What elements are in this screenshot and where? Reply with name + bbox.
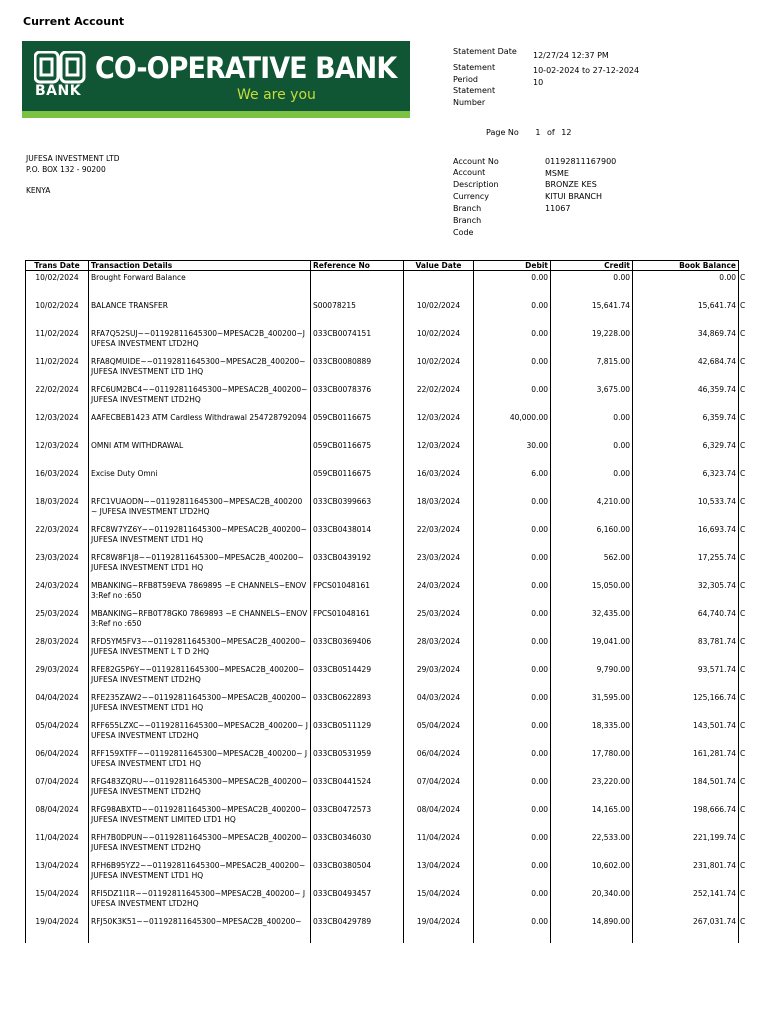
cell-reference-no: FPCS01048161 [311, 607, 404, 635]
cell-trans-date: 23/03/2024 [26, 551, 89, 579]
cell-credit: 20,340.00 [551, 887, 633, 915]
cell-debit: 0.00 [474, 747, 551, 775]
col-value-date: Value Date [404, 261, 474, 271]
cell-debit: 0.00 [474, 271, 551, 300]
col-book-balance: Book Balance [633, 261, 739, 271]
cell-trans-date: 15/04/2024 [26, 887, 89, 915]
branch-code-value: 11067 [545, 204, 571, 213]
table-row [26, 495, 739, 523]
cell-trans-date: 25/03/2024 [26, 607, 89, 635]
cell-trans-date: 18/03/2024 [26, 495, 89, 523]
cell-transaction-details: RFG98ABXTD~~01192811645300~MPESAC2B_400200~ JUFESA INVESTMENT LIMITED LTD1 HQ [89, 803, 311, 831]
cell-transaction-details: AAFECBEB1423 ATM Cardless Withdrawal 254728792094 [89, 411, 311, 439]
balance-marker: C [740, 861, 746, 870]
cell-credit: 14,890.00 [551, 915, 633, 943]
cell-value-date: 04/03/2024 [404, 691, 474, 719]
table-header-row [26, 261, 739, 271]
cell-credit: 10,602.00 [551, 859, 633, 887]
cell-value-date: 08/04/2024 [404, 803, 474, 831]
branch-value: KITUI BRANCH [545, 192, 603, 201]
cell-reference-no: S00078215 [311, 299, 404, 327]
cell-value-date: 12/03/2024 [404, 439, 474, 467]
cell-transaction-details: MBANKING~RFB0T78GK0 7869893 ~E CHANNELS~ENOV3:Ref no :650 [89, 607, 311, 635]
cell-transaction-details: RFH6B95YZ2~~01192811645300~MPESAC2B_400200~ JUFESA INVESTMENT LTD1 HQ [89, 859, 311, 887]
cell-trans-date: 22/02/2024 [26, 383, 89, 411]
cell-reference-no: 033CB0346030 [311, 831, 404, 859]
cell-value-date: 16/03/2024 [404, 467, 474, 495]
cell-book-balance: 15,641.74 [633, 299, 739, 327]
cell-value-date: 05/04/2024 [404, 719, 474, 747]
cell-value-date: 25/03/2024 [404, 607, 474, 635]
cell-trans-date: 10/02/2024 [26, 271, 89, 300]
cell-reference-no: 033CB0439192 [311, 551, 404, 579]
table-row [26, 775, 739, 803]
page-current: 1 [535, 128, 541, 137]
statement-info [453, 46, 753, 108]
cell-debit: 0.00 [474, 579, 551, 607]
cell-credit: 6,160.00 [551, 523, 633, 551]
cell-value-date: 11/04/2024 [404, 831, 474, 859]
cell-value-date: 19/04/2024 [404, 915, 474, 943]
cell-reference-no: 059CB0116675 [311, 439, 404, 467]
table-row [26, 887, 739, 915]
cell-transaction-details: Brought Forward Balance [89, 271, 311, 300]
cell-book-balance: 143,501.74 [633, 719, 739, 747]
cell-trans-date: 19/04/2024 [26, 915, 89, 943]
branch-label: Branch [453, 204, 482, 213]
cell-trans-date: 11/02/2024 [26, 355, 89, 383]
cell-value-date: 28/03/2024 [404, 635, 474, 663]
cell-trans-date: 24/03/2024 [26, 579, 89, 607]
cell-book-balance: 10,533.74 [633, 495, 739, 523]
cell-transaction-details: MBANKING~RFB8T59EVA 7869895 ~E CHANNELS~ENOV3:Ref no :650 [89, 579, 311, 607]
cell-credit: 18,335.00 [551, 719, 633, 747]
cell-trans-date: 13/04/2024 [26, 859, 89, 887]
cell-transaction-details: RFD5YM5FV3~~01192811645300~MPESAC2B_400200~ JUFESA INVESTMENT L T D 2HQ [89, 635, 311, 663]
table-row [26, 607, 739, 635]
page-total: 12 [561, 128, 572, 137]
cell-credit: 22,533.00 [551, 831, 633, 859]
cell-trans-date: 11/02/2024 [26, 327, 89, 355]
cell-trans-date: 11/04/2024 [26, 831, 89, 859]
logo-bank-word: BANK [35, 83, 82, 99]
cell-credit: 17,780.00 [551, 747, 633, 775]
cell-reference-no: 033CB0074151 [311, 327, 404, 355]
cell-transaction-details: RFG483ZQRU~~01192811645300~MPESAC2B_400200~ JUFESA INVESTMENT LTD2HQ [89, 775, 311, 803]
cell-value-date: 15/04/2024 [404, 887, 474, 915]
balance-marker: C [740, 917, 746, 926]
col-trans-date: Trans Date [26, 261, 89, 271]
cell-debit: 0.00 [474, 607, 551, 635]
balance-marker: C [740, 413, 746, 422]
cell-book-balance: 64,740.74 [633, 607, 739, 635]
cell-transaction-details: RFA8QMUIDE~~01192811645300~MPESAC2B_400200~ JUFESA INVESTMENT LTD 1HQ [89, 355, 311, 383]
cell-trans-date: 16/03/2024 [26, 467, 89, 495]
cell-credit: 0.00 [551, 467, 633, 495]
cell-book-balance: 46,359.74 [633, 383, 739, 411]
statement-period-label: Statement Period [453, 63, 496, 84]
cell-reference-no: 033CB0380504 [311, 859, 404, 887]
table-row [26, 411, 739, 439]
cell-value-date: 10/02/2024 [404, 355, 474, 383]
cell-value-date: 10/02/2024 [404, 327, 474, 355]
balance-marker: C [740, 441, 746, 450]
cell-debit: 0.00 [474, 803, 551, 831]
balance-marker: C [740, 721, 746, 730]
cell-book-balance: 17,255.74 [633, 551, 739, 579]
cell-debit: 0.00 [474, 663, 551, 691]
cell-credit: 15,050.00 [551, 579, 633, 607]
table-row [26, 579, 739, 607]
account-desc-label: Account Description [453, 168, 499, 189]
statement-date-value: 12/27/24 12:37 PM [533, 51, 609, 60]
logo-bank-name: CO-OPERATIVE BANK [95, 51, 397, 85]
currency-label: Currency [453, 192, 490, 201]
table-row [26, 523, 739, 551]
col-transaction-details: Transaction Details [89, 261, 311, 271]
cell-debit: 0.00 [474, 551, 551, 579]
cell-debit: 0.00 [474, 831, 551, 859]
table-row [26, 831, 739, 859]
cell-trans-date: 12/03/2024 [26, 411, 89, 439]
balance-marker: C [740, 385, 746, 394]
balance-marker: C [740, 665, 746, 674]
bank-emblem-icon [34, 51, 86, 85]
cell-debit: 0.00 [474, 355, 551, 383]
logo-tagline: We are you [237, 87, 316, 103]
cell-reference-no: 033CB0531959 [311, 747, 404, 775]
table-row [26, 271, 739, 300]
cell-debit: 0.00 [474, 327, 551, 355]
balance-marker: C [740, 581, 746, 590]
cell-reference-no: 033CB0078376 [311, 383, 404, 411]
cell-book-balance: 198,666.74 [633, 803, 739, 831]
balance-marker: C [740, 357, 746, 366]
cell-transaction-details: RFJ50K3K51~~01192811645300~MPESAC2B_400200~ [89, 915, 311, 943]
cell-reference-no: 033CB0438014 [311, 523, 404, 551]
cell-transaction-details: OMNI ATM WITHDRAWAL [89, 439, 311, 467]
cell-reference-no: 033CB0441524 [311, 775, 404, 803]
statement-number-label: Statement Number [453, 86, 496, 107]
cell-credit: 32,435.00 [551, 607, 633, 635]
cell-credit: 0.00 [551, 271, 633, 300]
cell-transaction-details: RFA7Q52SUJ~~01192811645300~MPESAC2B_400200~JUFESA INVESTMENT LTD2HQ [89, 327, 311, 355]
balance-marker: C [740, 609, 746, 618]
cell-reference-no: 033CB0080889 [311, 355, 404, 383]
balance-marker: C [740, 553, 746, 562]
cell-credit: 23,220.00 [551, 775, 633, 803]
table-row [26, 383, 739, 411]
cell-book-balance: 161,281.74 [633, 747, 739, 775]
table-row [26, 467, 739, 495]
balance-marker: C [740, 469, 746, 478]
cell-credit: 3,675.00 [551, 383, 633, 411]
cell-debit: 0.00 [474, 719, 551, 747]
table-row [26, 327, 739, 355]
cell-book-balance: 0.00 [633, 271, 739, 300]
cell-trans-date: 05/04/2024 [26, 719, 89, 747]
cell-credit: 562.00 [551, 551, 633, 579]
cell-value-date: 07/04/2024 [404, 775, 474, 803]
cell-trans-date: 10/02/2024 [26, 299, 89, 327]
cell-credit: 14,165.00 [551, 803, 633, 831]
cell-trans-date: 22/03/2024 [26, 523, 89, 551]
cell-debit: 0.00 [474, 495, 551, 523]
account-no-label: Account No [453, 157, 499, 166]
cell-value-date: 10/02/2024 [404, 299, 474, 327]
cell-transaction-details: RFC1VUAODN~~01192811645300~MPESAC2B_400200~ JUFESA INVESTMENT LTD2HQ [89, 495, 311, 523]
cell-credit: 15,641.74 [551, 299, 633, 327]
cell-debit: 0.00 [474, 775, 551, 803]
cell-value-date: 29/03/2024 [404, 663, 474, 691]
cell-value-date: 22/02/2024 [404, 383, 474, 411]
cell-value-date: 22/03/2024 [404, 523, 474, 551]
table-row [26, 663, 739, 691]
statement-period-value: 10-02-2024 to 27-12-2024 [533, 66, 640, 75]
cell-transaction-details: RFI5DZ1I1R~~01192811645300~MPESAC2B_400200~ JUFESA INVESTMENT LTD2HQ [89, 887, 311, 915]
table-row [26, 635, 739, 663]
customer-name: JUFESA INVESTMENT LTD [26, 154, 120, 163]
cell-value-date: 18/03/2024 [404, 495, 474, 523]
cell-debit: 0.00 [474, 635, 551, 663]
cell-book-balance: 252,141.74 [633, 887, 739, 915]
cell-debit: 40,000.00 [474, 411, 551, 439]
cell-trans-date: 06/04/2024 [26, 747, 89, 775]
currency-value: BRONZE KES [545, 180, 597, 189]
account-desc-value: MSME [545, 169, 569, 178]
cell-trans-date: 29/03/2024 [26, 663, 89, 691]
cell-transaction-details: RFC8W7YZ6Y~~01192811645300~MPESAC2B_400200~ JUFESA INVESTMENT LTD1 HQ [89, 523, 311, 551]
cell-transaction-details: RFC8W8F1J8~~01192811645300~MPESAC2B_400200~ JUFESA INVESTMENT LTD1 HQ [89, 551, 311, 579]
cell-trans-date: 08/04/2024 [26, 803, 89, 831]
cell-reference-no: 033CB0493457 [311, 887, 404, 915]
cell-debit: 0.00 [474, 887, 551, 915]
bank-logo [22, 41, 410, 118]
table-row [26, 719, 739, 747]
cell-debit: 0.00 [474, 691, 551, 719]
cell-credit: 19,041.00 [551, 635, 633, 663]
customer-address [26, 153, 120, 196]
page-label: Page No [486, 128, 519, 137]
col-credit: Credit [551, 261, 633, 271]
cell-credit: 0.00 [551, 411, 633, 439]
cell-reference-no: 033CB0622893 [311, 691, 404, 719]
cell-debit: 0.00 [474, 859, 551, 887]
cell-transaction-details: RFF159XTFF~~01192811645300~MPESAC2B_400200~ JUFESA INVESTMENT LTD1 HQ [89, 747, 311, 775]
cell-transaction-details: RFC6UM2BC4~~01192811645300~MPESAC2B_400200~ JUFESA INVESTMENT LTD2HQ [89, 383, 311, 411]
cell-transaction-details: Excise Duty Omni [89, 467, 311, 495]
cell-reference-no: 033CB0472573 [311, 803, 404, 831]
col-debit: Debit [474, 261, 551, 271]
balance-marker: C [740, 833, 746, 842]
cell-trans-date: 12/03/2024 [26, 439, 89, 467]
table-row [26, 859, 739, 887]
cell-book-balance: 231,801.74 [633, 859, 739, 887]
balance-marker: C [740, 497, 746, 506]
table-row [26, 747, 739, 775]
cell-book-balance: 16,693.74 [633, 523, 739, 551]
cell-reference-no: 059CB0116675 [311, 411, 404, 439]
statement-date-label: Statement Date [453, 47, 517, 56]
cell-trans-date: 28/03/2024 [26, 635, 89, 663]
cell-debit: 0.00 [474, 383, 551, 411]
cell-book-balance: 6,329.74 [633, 439, 739, 467]
balance-marker: C [740, 749, 746, 758]
balance-marker: C [740, 889, 746, 898]
transactions-body [26, 271, 739, 944]
cell-book-balance: 42,684.74 [633, 355, 739, 383]
customer-country: KENYA [26, 186, 51, 195]
cell-value-date [404, 271, 474, 300]
cell-trans-date: 07/04/2024 [26, 775, 89, 803]
cell-value-date: 23/03/2024 [404, 551, 474, 579]
cell-transaction-details: RFE82G5P6Y~~01192811645300~MPESAC2B_400200~ JUFESA INVESTMENT LTD2HQ [89, 663, 311, 691]
cell-book-balance: 221,199.74 [633, 831, 739, 859]
document-title: Current Account [23, 15, 125, 28]
cell-credit: 31,595.00 [551, 691, 633, 719]
cell-book-balance: 125,166.74 [633, 691, 739, 719]
cell-debit: 0.00 [474, 523, 551, 551]
cell-debit: 6.00 [474, 467, 551, 495]
cell-reference-no: 033CB0369406 [311, 635, 404, 663]
cell-value-date: 13/04/2024 [404, 859, 474, 887]
cell-book-balance: 93,571.74 [633, 663, 739, 691]
cell-book-balance: 184,501.74 [633, 775, 739, 803]
cell-reference-no: 033CB0399663 [311, 495, 404, 523]
cell-book-balance: 83,781.74 [633, 635, 739, 663]
cell-credit: 4,210.00 [551, 495, 633, 523]
cell-book-balance: 32,305.74 [633, 579, 739, 607]
cell-transaction-details: RFH7B0DPUN~~01192811645300~MPESAC2B_400200~ JUFESA INVESTMENT LTD2HQ [89, 831, 311, 859]
branch-code-label: Branch Code [453, 216, 482, 237]
balance-marker: C [740, 525, 746, 534]
cell-value-date: 06/04/2024 [404, 747, 474, 775]
cell-value-date: 24/03/2024 [404, 579, 474, 607]
cell-reference-no: 033CB0514429 [311, 663, 404, 691]
balance-marker: C [740, 637, 746, 646]
page-number [486, 128, 575, 137]
balance-marker: C [740, 777, 746, 786]
account-info [453, 156, 753, 236]
cell-debit: 30.00 [474, 439, 551, 467]
cell-reference-no: 033CB0429789 [311, 915, 404, 943]
balance-marker: C [740, 693, 746, 702]
balance-marker: C [740, 272, 746, 282]
cell-reference-no: 059CB0116675 [311, 467, 404, 495]
cell-book-balance: 6,359.74 [633, 411, 739, 439]
table-row [26, 551, 739, 579]
cell-debit: 0.00 [474, 915, 551, 943]
balance-marker: C [740, 329, 746, 338]
cell-reference-no [311, 271, 404, 300]
table-row [26, 803, 739, 831]
table-row [26, 439, 739, 467]
page-of: of [546, 128, 555, 137]
cell-book-balance: 267,031.74 [633, 915, 739, 943]
cell-transaction-details: BALANCE TRANSFER [89, 299, 311, 327]
table-row [26, 691, 739, 719]
table-row [26, 915, 739, 943]
account-no-value: 01192811167900 [545, 157, 617, 166]
cell-credit: 0.00 [551, 439, 633, 467]
table-row [26, 355, 739, 383]
cell-value-date: 12/03/2024 [404, 411, 474, 439]
cell-reference-no: 033CB0511129 [311, 719, 404, 747]
table-row [26, 299, 739, 327]
customer-box: P.O. BOX 132 - 90200 [26, 165, 106, 174]
cell-book-balance: 6,323.74 [633, 467, 739, 495]
cell-credit: 7,815.00 [551, 355, 633, 383]
col-reference-no: Reference No [311, 261, 404, 271]
balance-marker: C [740, 301, 746, 310]
cell-transaction-details: RFE235ZAW2~~01192811645300~MPESAC2B_400200~ JUFESA INVESTMENT LTD1 HQ [89, 691, 311, 719]
balance-marker: C [740, 805, 746, 814]
cell-transaction-details: RFF655LZXC~~01192811645300~MPESAC2B_400200~ JUFESA INVESTMENT LTD2HQ [89, 719, 311, 747]
cell-debit: 0.00 [474, 299, 551, 327]
transactions-table [25, 260, 739, 943]
cell-book-balance: 34,869.74 [633, 327, 739, 355]
cell-trans-date: 04/04/2024 [26, 691, 89, 719]
statement-number-value: 10 [533, 78, 544, 87]
cell-credit: 9,790.00 [551, 663, 633, 691]
cell-reference-no: FPCS01048161 [311, 579, 404, 607]
cell-credit: 19,228.00 [551, 327, 633, 355]
